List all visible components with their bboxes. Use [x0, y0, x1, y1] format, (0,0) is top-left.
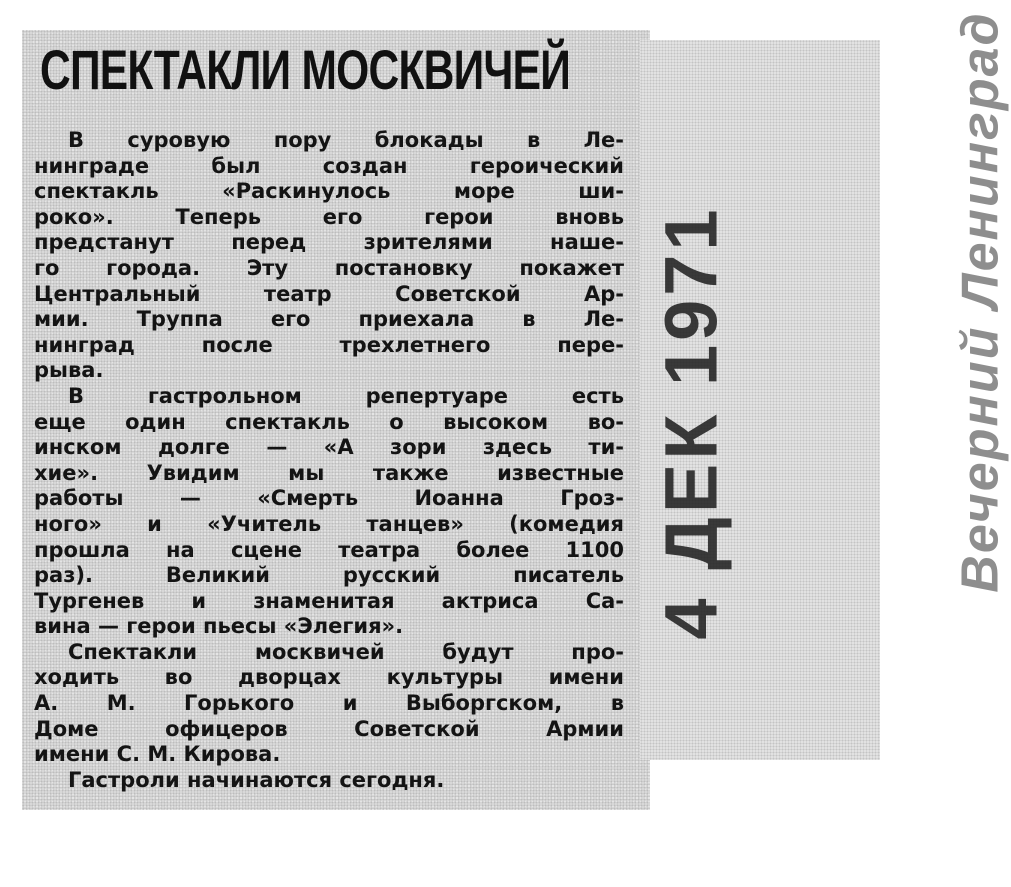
article-line: го города. Эту постановку покажет [34, 255, 624, 280]
newspaper-name-stamp: Вечерний Ленинград [951, 11, 1010, 593]
article-line: хие». Увидим мы также известные [34, 460, 624, 485]
article-line: рыва. [34, 358, 104, 383]
article-line: прошла на сцене театра более 1100 [34, 537, 624, 562]
article-line: Гастроли начинаются сегодня. [68, 767, 445, 792]
article-line: нинград после трехлетнего пере- [34, 332, 624, 357]
article-line: раз). Великий русский писатель [34, 563, 624, 588]
article-body [34, 128, 624, 793]
article-line: В суровую пору блокады в Ле- [68, 128, 624, 152]
article-line: ходить во дворцах культуры имени [34, 665, 624, 690]
headline: СПЕКТАКЛИ МОСКВИЧЕЙ [40, 38, 571, 101]
article-line: Доме офицеров Советской Армии [34, 716, 624, 741]
article-line: Тургенев и знаменитая актриса Са- [34, 588, 624, 613]
article-line: еще один спектакль о высоком во- [34, 409, 624, 434]
article-line: Центральный театр Советской Ар- [34, 281, 624, 306]
article-line: роко». Теперь его герои вновь [34, 204, 624, 229]
article-line: мии. Труппа его приехала в Ле- [34, 307, 624, 332]
article-line: В гастрольном репертуаре есть [68, 383, 624, 408]
date-stamp: 4 ДЕК 1971 [649, 205, 733, 640]
article-line: ного» и «Учитель танцев» (комедия [34, 511, 624, 536]
article-line: инском долге — «А зори здесь ти- [34, 435, 624, 460]
article-line: предстанут перед зрителями наше- [34, 230, 624, 255]
article-line: вина — герои пьесы «Элегия». [34, 614, 404, 639]
article-line: имени С. М. Кирова. [34, 742, 281, 767]
article-line: работы — «Смерть Иоанна Гроз- [34, 486, 624, 511]
article-line: нинграде был создан героический [34, 153, 624, 178]
article-line: Спектакли москвичей будут про- [68, 639, 624, 664]
article-line: А. М. Горького и Выборгском, в [34, 691, 624, 716]
article-line: спектакль «Раскинулось море ши- [34, 179, 624, 204]
